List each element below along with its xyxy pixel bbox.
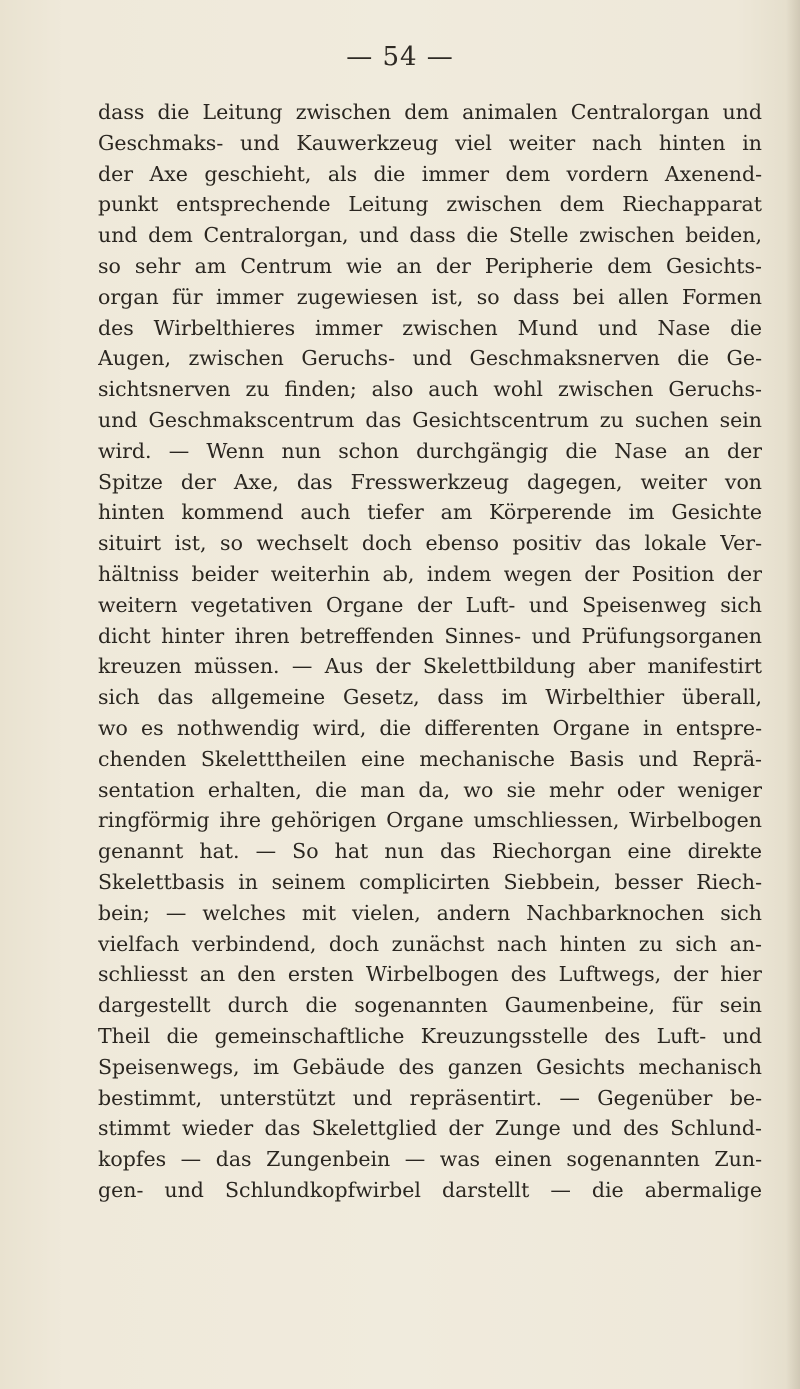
text-line: genannt hat. — So hat nun das Riechorgan eine direkte <box>98 839 762 864</box>
text-line: sichtsnerven zu finden; also auch wohl zwischen Geruchs- <box>98 377 762 402</box>
text-line: bein; — welches mit vielen, andern Nachbarknochen sich <box>98 900 762 925</box>
page-number: — 54 — <box>346 42 454 72</box>
text-line: Skelettbasis in seinem complicirten Siebbein, besser Riech- <box>98 869 762 894</box>
text-line: gen- und Schlundkopfwirbel darstellt — die abermalige <box>98 1177 762 1202</box>
text-line: sentation erhalten, die man da, wo sie mehr oder weniger <box>98 777 762 802</box>
text-line: dargestellt durch die sogenannten Gaumenbeine, für sein <box>98 993 762 1018</box>
text-line: hältniss beider weiterhin ab, indem wegen der Position der <box>98 561 762 586</box>
text-line: vielfach verbindend, doch zunächst nach hinten zu sich an- <box>98 931 762 956</box>
text-line: sich das allgemeine Gesetz, dass im Wirbelthier überall, <box>98 685 762 710</box>
text-line: organ für immer zugewiesen ist, so dass bei allen Formen <box>98 284 762 309</box>
text-line: weitern vegetativen Organe der Luft- und Speisenweg sich <box>98 592 762 617</box>
text-line: schliesst an den ersten Wirbelbogen des Luftwegs, der hier <box>98 962 762 987</box>
text-line: des Wirbelthieres immer zwischen Mund und Nase die <box>98 315 762 340</box>
body-text <box>98 97 762 1206</box>
text-line: Geschmaks- und Kauwerkzeug viel weiter nach hinten in <box>98 130 762 155</box>
text-line: bestimmt, unterstützt und repräsentirt. — Gegenüber be- <box>98 1085 762 1110</box>
text-line: so sehr am Centrum wie an der Peripherie dem Gesichts- <box>98 253 762 278</box>
text-line: situirt ist, so wechselt doch ebenso positiv das lokale Ver- <box>98 531 762 556</box>
text-line: ringförmig ihre gehörigen Organe umschliessen, Wirbelbogen <box>98 808 762 833</box>
page-edge-shadow <box>786 0 800 1389</box>
text-line: kopfes — das Zungenbein — was einen sogenannten Zun- <box>98 1147 762 1172</box>
text-line: dass die Leitung zwischen dem animalen Centralorgan und <box>98 100 762 124</box>
text-line: Theil die gemeinschaftliche Kreuzungsstelle des Luft- und <box>98 1023 762 1048</box>
text-line: wird. — Wenn nun schon durchgängig die Nase an der <box>98 438 762 463</box>
text-line: dicht hinter ihren betreffenden Sinnes- und Prüfungsorganen <box>98 623 762 648</box>
text-line: stimmt wieder das Skelettglied der Zunge und des Schlund- <box>98 1116 762 1141</box>
text-line: hinten kommend auch tiefer am Körperende im Gesichte <box>98 500 762 525</box>
text-line: und dem Centralorgan, und dass die Stelle zwischen beiden, <box>98 223 762 248</box>
text-line: Speisenwegs, im Gebäude des ganzen Gesichts mechanisch <box>98 1054 762 1079</box>
text-line: chenden Skeletttheilen eine mechanische Basis und Reprä- <box>98 746 762 771</box>
text-line: der Axe geschieht, als die immer dem vordern Axenend- <box>98 161 762 186</box>
text-line: Augen, zwischen Geruchs- und Geschmaksnerven die Ge- <box>98 346 762 371</box>
text-line: und Geschmakscentrum das Gesichtscentrum zu suchen sein <box>98 407 762 432</box>
text-line: kreuzen müssen. — Aus der Skelettbildung aber manifestirt <box>98 654 762 679</box>
text-line: Spitze der Axe, das Fresswerkzeug dagegen, weiter von <box>98 469 762 494</box>
text-line: wo es nothwendig wird, die differenten Organe in entspre- <box>98 715 762 740</box>
text-line: punkt entsprechende Leitung zwischen dem Riechapparat <box>98 192 762 217</box>
